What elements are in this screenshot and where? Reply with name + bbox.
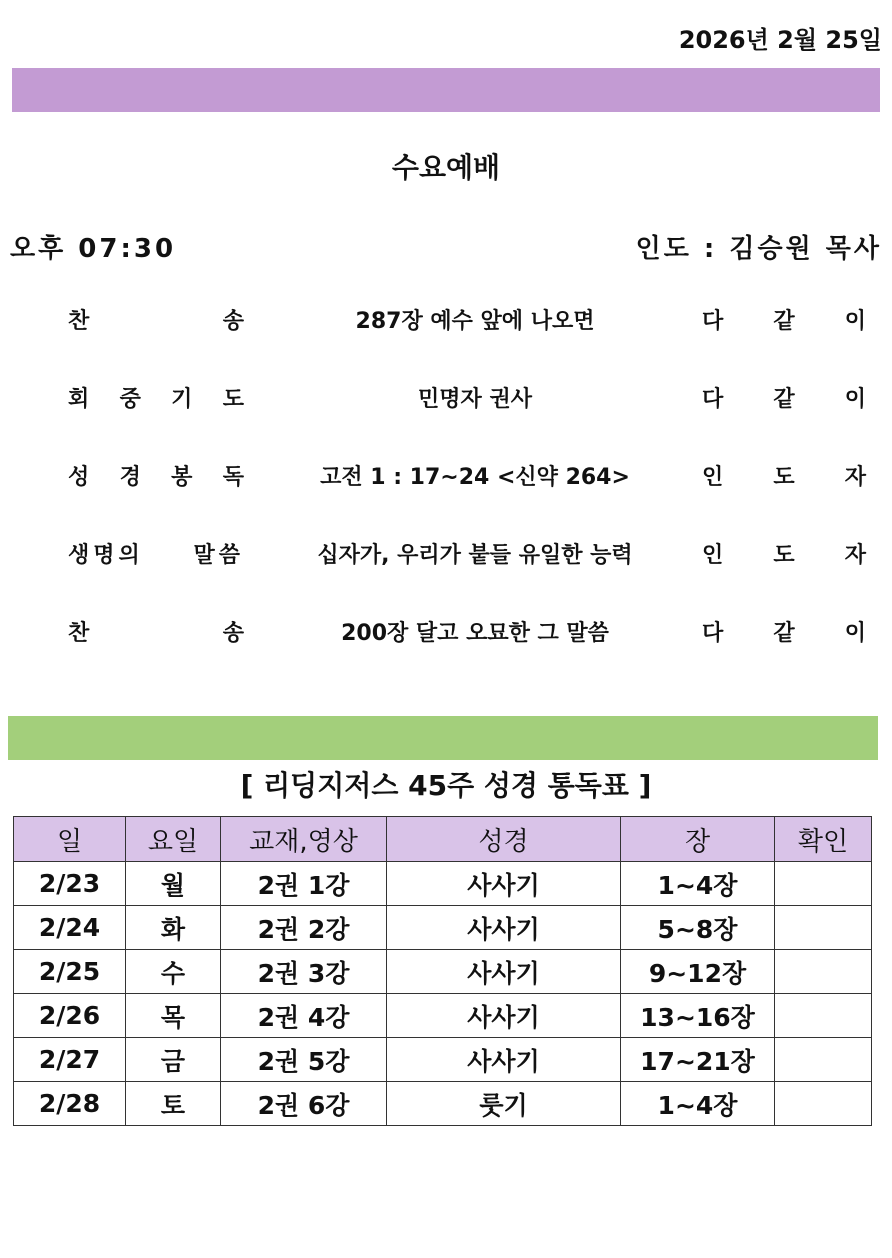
cell-check[interactable] xyxy=(775,906,872,950)
cell-chapters: 5~8장 xyxy=(621,906,775,950)
table-row xyxy=(14,950,872,994)
cell-date: 2/28 xyxy=(14,1082,126,1126)
order-row-hymn-opening xyxy=(0,304,892,344)
reading-band xyxy=(8,716,878,760)
cell-check[interactable] xyxy=(775,862,872,906)
order-participant: 인 도 자 xyxy=(702,465,866,490)
cell-lesson: 2권 3강 xyxy=(221,950,387,994)
order-row-prayer xyxy=(0,382,892,422)
table-row xyxy=(14,906,872,950)
table-row xyxy=(14,862,872,906)
header-band xyxy=(12,68,880,112)
table-row xyxy=(14,1038,872,1082)
service-title: 수요예배 xyxy=(391,151,501,184)
order-participant: 인 도 자 xyxy=(702,543,866,568)
cell-check[interactable] xyxy=(775,1082,872,1126)
cell-lesson: 2권 4강 xyxy=(221,994,387,1038)
order-label: 성 경 봉 독 xyxy=(68,465,244,490)
cell-date: 2/27 xyxy=(14,1038,126,1082)
col-header-lesson: 교재,영상 xyxy=(221,817,387,862)
order-participant: 다 같 이 xyxy=(702,621,866,646)
cell-chapters: 1~4장 xyxy=(621,862,775,906)
order-row-sermon xyxy=(0,538,892,578)
cell-weekday: 금 xyxy=(126,1038,221,1082)
order-content: 고전 1 : 17~24 <신약 264> xyxy=(320,465,630,490)
reading-table xyxy=(13,816,872,1126)
cell-weekday: 화 xyxy=(126,906,221,950)
order-content: 십자가, 우리가 붙들 유일한 능력 xyxy=(317,543,633,568)
cell-date: 2/24 xyxy=(14,906,126,950)
cell-date: 2/26 xyxy=(14,994,126,1038)
cell-date: 2/23 xyxy=(14,862,126,906)
bulletin-date: 2026년 2월 25일 xyxy=(678,26,882,54)
service-leader: 인도 : 김승원 목사 xyxy=(635,234,882,264)
cell-check[interactable] xyxy=(775,1038,872,1082)
cell-book: 사사기 xyxy=(387,1038,621,1082)
cell-lesson: 2권 6강 xyxy=(221,1082,387,1126)
cell-chapters: 17~21장 xyxy=(621,1038,775,1082)
col-header-check: 확인 xyxy=(775,817,872,862)
cell-book: 사사기 xyxy=(387,862,621,906)
order-row-hymn-closing xyxy=(0,616,892,656)
cell-chapters: 1~4장 xyxy=(621,1082,775,1126)
col-header-day: 일 xyxy=(14,817,126,862)
order-participant: 다 같 이 xyxy=(702,309,866,334)
table-row xyxy=(14,1082,872,1126)
cell-check[interactable] xyxy=(775,950,872,994)
cell-book: 사사기 xyxy=(387,906,621,950)
col-header-weekday: 요일 xyxy=(126,817,221,862)
table-row xyxy=(14,994,872,1038)
service-time: 오후 07:30 xyxy=(10,234,177,264)
cell-lesson: 2권 1강 xyxy=(221,862,387,906)
cell-lesson: 2권 5강 xyxy=(221,1038,387,1082)
order-label: 회 중 기 도 xyxy=(68,387,244,412)
order-content: 민명자 권사 xyxy=(418,387,532,412)
cell-weekday: 목 xyxy=(126,994,221,1038)
col-header-chapters: 장 xyxy=(621,817,775,862)
cell-lesson: 2권 2강 xyxy=(221,906,387,950)
table-header-row xyxy=(14,817,872,862)
cell-book: 룻기 xyxy=(387,1082,621,1126)
cell-weekday: 수 xyxy=(126,950,221,994)
cell-chapters: 9~12장 xyxy=(621,950,775,994)
cell-check[interactable] xyxy=(775,994,872,1038)
order-row-scripture xyxy=(0,460,892,500)
cell-chapters: 13~16장 xyxy=(621,994,775,1038)
reading-table-title: [ 리딩지저스 45주 성경 통독표 ] xyxy=(240,769,652,802)
order-content: 287장 예수 앞에 나오면 xyxy=(355,309,595,334)
order-label: 찬 송 xyxy=(68,309,244,334)
order-content: 200장 달고 오묘한 그 말씀 xyxy=(341,621,609,646)
cell-book: 사사기 xyxy=(387,950,621,994)
cell-weekday: 토 xyxy=(126,1082,221,1126)
order-label: 생명의 말씀 xyxy=(68,543,244,568)
order-label: 찬 송 xyxy=(68,621,244,646)
cell-weekday: 월 xyxy=(126,862,221,906)
cell-date: 2/25 xyxy=(14,950,126,994)
cell-book: 사사기 xyxy=(387,994,621,1038)
col-header-book: 성경 xyxy=(387,817,621,862)
order-participant: 다 같 이 xyxy=(702,387,866,412)
